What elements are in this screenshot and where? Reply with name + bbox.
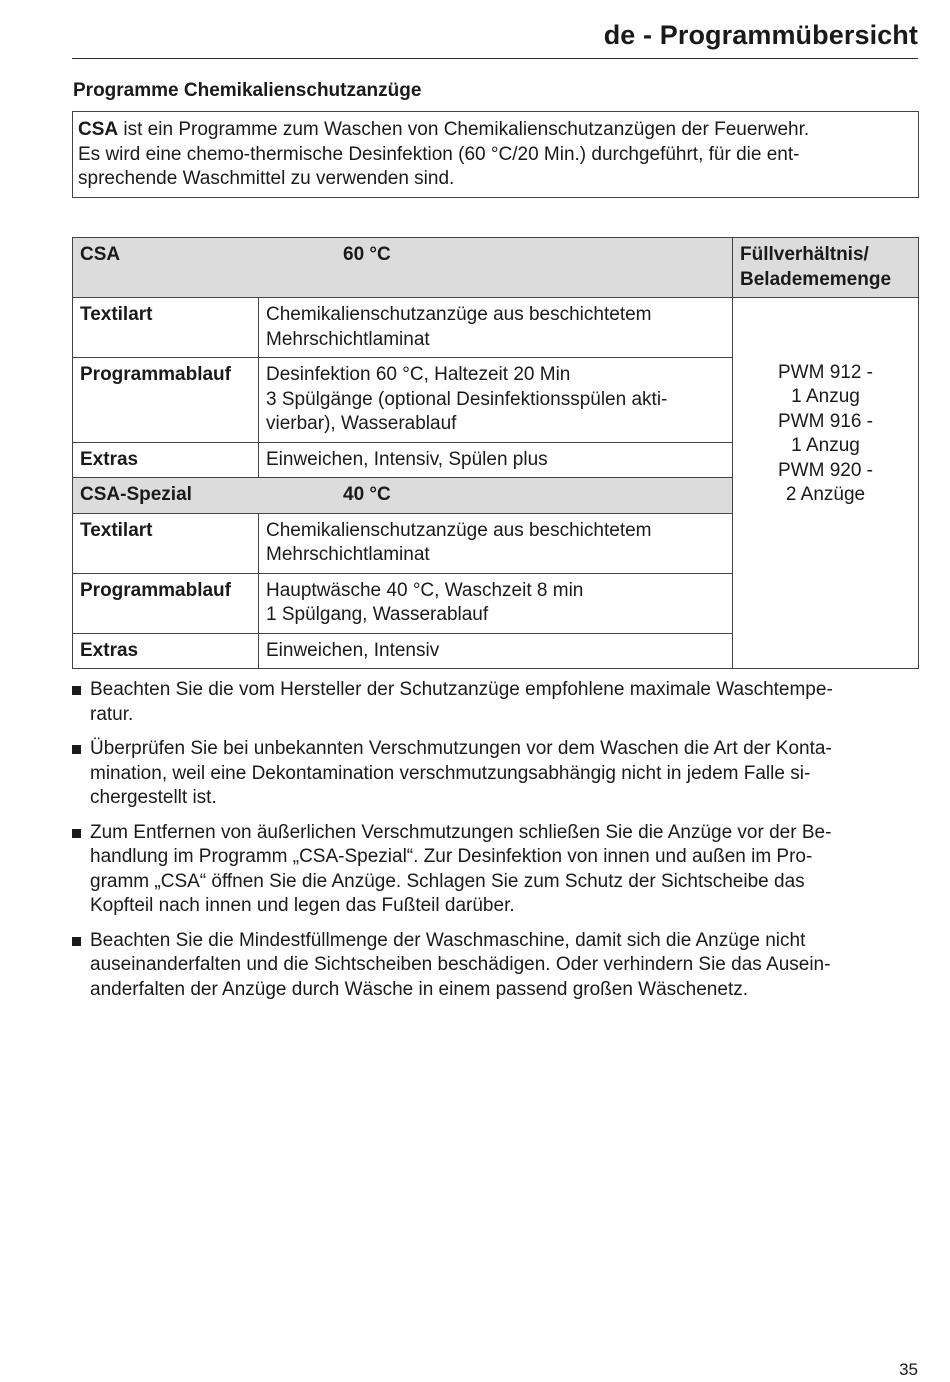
- row-label: Extras: [73, 442, 259, 478]
- page-number: 35: [899, 1360, 918, 1379]
- page-header-title: de - Programmübersicht: [603, 20, 918, 50]
- csa-row-textilart: [73, 298, 919, 358]
- intro-bold-term: CSA: [78, 119, 119, 140]
- capacity-header: [733, 238, 919, 298]
- intro-line-1: [78, 118, 912, 143]
- note-item: [72, 929, 918, 1003]
- note-item: [72, 821, 918, 919]
- csa-header-row: [73, 238, 919, 298]
- capacity-header-line-1: Füllverhältnis/: [740, 244, 869, 265]
- row-content-line: Mehrschichtlaminat: [266, 544, 430, 565]
- note-line: Überprüfen Sie bei unbekannten Verschmutzungen vor dem Waschen die Art der Konta-: [90, 738, 832, 759]
- row-content-line: Hauptwäsche 40 °C, Waschzeit 8 min: [266, 579, 584, 601]
- section-heading: Programme Chemikalienschutzanzüge: [73, 80, 422, 101]
- capacity-line: 2 Anzüge: [785, 484, 866, 505]
- row-label: Textilart: [73, 298, 259, 358]
- capacity-header-line-2: Beladememenge: [740, 268, 892, 290]
- intro-line-2: Es wird eine chemo-thermische Desinfektion (60 °C/20 Min.) durchgeführt, für die ent-: [78, 143, 800, 165]
- row-label: Extras: [73, 633, 259, 669]
- bullet-icon: [72, 745, 81, 754]
- note-item: [72, 737, 918, 811]
- note-line: ratur.: [90, 703, 134, 725]
- program-table: [72, 237, 919, 669]
- note-line: chergestellt ist.: [90, 787, 217, 808]
- note-line: Kopfteil nach innen und legen das Fußteil darüber.: [90, 895, 515, 916]
- row-content: [259, 513, 733, 573]
- csa-spezial-header-cell: [73, 478, 733, 514]
- header-divider: [72, 58, 918, 59]
- row-content-line: 1 Spülgang, Wasserablauf: [266, 604, 489, 625]
- row-content-line: 3 Spülgänge (optional Desinfektionsspülen akti-: [266, 388, 668, 410]
- bullet-icon: [72, 829, 81, 838]
- note-line: mination, weil eine Dekontamination verschmutzungsabhängig nicht in jedem Falle si-: [90, 762, 811, 784]
- row-label: Programmablauf: [73, 358, 259, 443]
- csa-temperature: 60 °C: [343, 244, 391, 265]
- bullet-icon: [72, 937, 81, 946]
- capacity-line: PWM 916 -: [777, 410, 874, 432]
- row-label: Textilart: [73, 513, 259, 573]
- csa-program-name: CSA: [80, 244, 121, 265]
- capacity-line: 1 Anzug: [791, 386, 860, 407]
- csa-spezial-program-name: CSA-Spezial: [80, 484, 192, 505]
- row-content: [259, 358, 733, 443]
- intro-box: [72, 111, 919, 198]
- row-content: [259, 573, 733, 633]
- capacity-line: PWM 912 -: [777, 361, 874, 383]
- row-content: [259, 633, 733, 669]
- row-label: Programmablauf: [73, 573, 259, 633]
- row-content-line: Chemikalienschutzanzüge aus beschichtetem: [266, 304, 652, 325]
- note-line: Beachten Sie die Mindestfüllmenge der Waschmaschine, damit sich die Anzüge nicht: [90, 929, 806, 951]
- capacity-line: 1 Anzug: [791, 435, 860, 456]
- row-content-line: Einweichen, Intensiv, Spülen plus: [266, 448, 548, 470]
- intro-line-3: sprechende Waschmittel zu verwenden sind.: [78, 168, 455, 189]
- note-line: anderfalten der Anzüge durch Wäsche in einem passend großen Wäschenetz.: [90, 978, 748, 1000]
- row-content-line: vierbar), Wasserablauf: [266, 413, 457, 434]
- bullet-icon: [72, 686, 81, 695]
- note-line: gramm „CSA“ öffnen Sie die Anzüge. Schlagen Sie zum Schutz der Sichtscheibe das: [90, 870, 805, 892]
- capacity-line: PWM 920 -: [777, 459, 874, 481]
- row-content-line: Desinfektion 60 °C, Haltezeit 20 Min: [266, 364, 571, 385]
- note-line: Beachten Sie die vom Hersteller der Schutzanzüge empfohlene maximale Waschtempe-: [90, 679, 833, 700]
- row-content-line: Mehrschichtlaminat: [266, 328, 430, 350]
- row-content-line: Chemikalienschutzanzüge aus beschichtetem: [266, 519, 652, 541]
- row-content: [259, 298, 733, 358]
- notes-list: [72, 678, 918, 1012]
- note-line: auseinanderfalten und die Sichtscheiben beschädigen. Oder verhindern Sie das Ausein-: [90, 954, 831, 975]
- capacity-cell: [733, 298, 919, 669]
- note-item: [72, 678, 918, 727]
- row-content-line: Einweichen, Intensiv: [266, 639, 440, 661]
- note-line: Zum Entfernen von äußerlichen Verschmutzungen schließen Sie die Anzüge vor der Be-: [90, 821, 832, 843]
- row-content: [259, 442, 733, 478]
- intro-line-1-text: ist ein Programme zum Waschen von Chemikalienschutzanzügen der Feuerwehr.: [118, 119, 810, 140]
- note-line: handlung im Programm „CSA-Spezial“. Zur Desinfektion von innen und außen im Pro-: [90, 846, 813, 867]
- csa-spezial-temperature: 40 °C: [343, 484, 391, 505]
- csa-header-cell: [73, 238, 733, 298]
